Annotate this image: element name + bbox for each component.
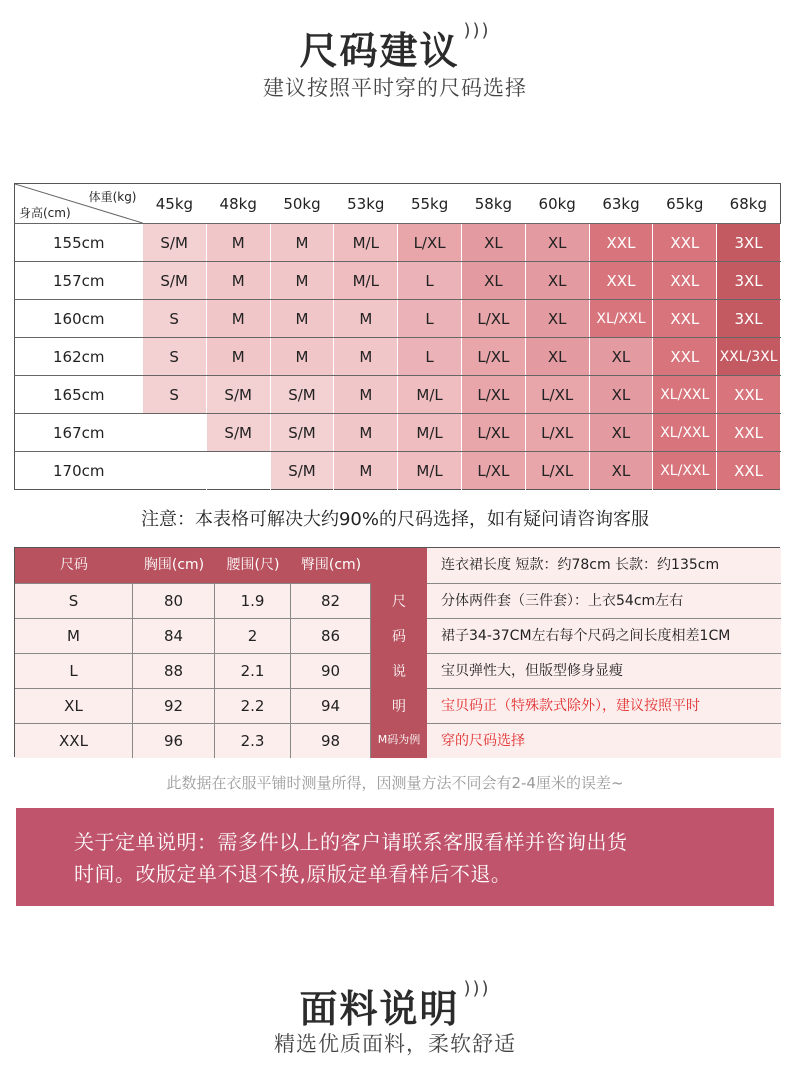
height-label: 165cm [15, 376, 143, 414]
size-note: 宝贝码正（特殊款式除外），建议按照平时 [427, 688, 781, 723]
table-row [15, 338, 781, 376]
weight-header: 60kg [525, 184, 589, 224]
height-label: 170cm [53, 461, 105, 480]
size-cell: XXL [717, 376, 781, 414]
measurement-value: 90 [291, 653, 371, 688]
size-cell: XL/XXL [589, 300, 653, 338]
measurement-value: 2.3 [215, 723, 291, 758]
size-cell: S [143, 338, 207, 376]
size-cell: L/XL [525, 414, 589, 452]
order-notice-line-1: 关于定单说明：需多件以上的客户请联系客服看样并咨询出货 [74, 830, 628, 854]
size-label: XXL [15, 723, 133, 758]
size-label: XL [15, 688, 133, 723]
size-cell: XXL [589, 262, 653, 300]
size-cell: L/XL [461, 452, 525, 490]
table-row [15, 452, 781, 490]
page-subtitle: 建议按照平时穿的尺码选择 [263, 76, 527, 100]
table-notice: 注意：本表格可解决大约90%的尺码选择，如有疑问请咨询客服 [140, 509, 649, 530]
size-cell: XL [525, 224, 589, 262]
size-cell: M [334, 452, 398, 490]
size-cell: XXL/3XL [717, 338, 781, 376]
size-cell: L/XL [525, 376, 589, 414]
measurement-header: 臀围(cm) [291, 548, 371, 583]
measurement-value: 88 [133, 653, 215, 688]
height-axis-label: 身高(cm) [19, 206, 71, 220]
weight-header: 65kg [653, 184, 717, 224]
size-cell: M [270, 300, 334, 338]
height-label: 160cm [15, 300, 143, 338]
size-cell: XL/XXL [653, 376, 717, 414]
measurement-header: 尺码 [15, 548, 133, 583]
size-cell: M [334, 300, 398, 338]
size-cell: XXL [653, 338, 717, 376]
size-note: 宝贝弹性大，但版型修身显瘦 [427, 653, 781, 688]
size-cell: M [334, 414, 398, 452]
size-cell [143, 414, 207, 452]
table-row [15, 224, 781, 262]
order-notice-banner [16, 808, 774, 906]
size-cell: 3XL [717, 262, 781, 300]
size-cell: XL [589, 376, 653, 414]
weight-header: 45kg [143, 184, 207, 224]
table-row [15, 376, 781, 414]
size-cell: XXL [653, 300, 717, 338]
size-cell: XL [589, 338, 653, 376]
size-cell: M [334, 376, 398, 414]
weight-header: 58kg [461, 184, 525, 224]
fabric-title: 面料说明 ))) [299, 978, 491, 1031]
size-cell: L [398, 338, 462, 376]
size-cell: L/XL [525, 452, 589, 490]
size-note: 连衣裙长度 短款：约78cm 长款：约135cm [427, 548, 781, 583]
size-cell: M [206, 300, 270, 338]
size-cell: M/L [398, 452, 462, 490]
size-cell: S/M [270, 414, 334, 452]
measurement-value: 94 [291, 688, 371, 723]
size-cell: S/M [270, 452, 334, 490]
size-cell: XXL [653, 224, 717, 262]
size-cell: M/L [334, 262, 398, 300]
measurement-value: 1.9 [215, 583, 291, 618]
order-notice-line-2: 时间。改版定单不退不换,原版定单看样后不退。 [74, 862, 512, 886]
weight-header: 53kg [334, 184, 398, 224]
size-cell: S/M [143, 224, 207, 262]
height-label: 167cm [15, 414, 143, 452]
measurement-value: 82 [291, 583, 371, 618]
weight-header: 68kg [717, 184, 781, 224]
height-label: 157cm [15, 262, 143, 300]
size-cell: L/XL [461, 376, 525, 414]
table-row [15, 414, 781, 452]
measurement-table [14, 547, 780, 757]
size-cell: L [398, 300, 462, 338]
size-cell: M [206, 262, 270, 300]
size-cell: 3XL [717, 224, 781, 262]
weight-header: 48kg [206, 184, 270, 224]
size-cell: M [334, 338, 398, 376]
height-label: 155cm [15, 224, 143, 262]
measurement-value: 86 [291, 618, 371, 653]
size-cell: XXL [717, 452, 781, 490]
size-explanation-char: M码为例 [377, 733, 421, 746]
size-explanation-char: 说 [392, 664, 406, 680]
size-cell: M/L [398, 376, 462, 414]
size-cell: XL [525, 300, 589, 338]
size-cell: M [270, 338, 334, 376]
size-cell: XXL [653, 262, 717, 300]
measurement-value: 2.1 [215, 653, 291, 688]
measurement-value: 80 [133, 583, 215, 618]
weight-axis-label: 体重(kg) [88, 190, 137, 204]
size-cell: XL [589, 414, 653, 452]
weight-header: 50kg [270, 184, 334, 224]
measurement-value: 2 [215, 618, 291, 653]
sound-wave-icon: ))) [463, 20, 491, 41]
size-cell [143, 452, 207, 490]
size-cell: M [206, 338, 270, 376]
size-explanation-column [371, 548, 427, 758]
size-cell: XL/XXL [653, 452, 717, 490]
measurement-header: 胸围(cm) [133, 548, 215, 583]
size-note: 穿的尺码选择 [427, 723, 781, 758]
size-cell: S/M [143, 262, 207, 300]
size-explanation-char: 明 [392, 699, 406, 715]
size-cell: XL [525, 262, 589, 300]
table-row [15, 262, 781, 300]
page-title: 尺码建议 ))) [299, 20, 491, 73]
size-cell: M [270, 224, 334, 262]
size-cell: L/XL [461, 300, 525, 338]
size-note: 裙子34-37CM左右每个尺码之间长度相差1CM [427, 618, 781, 653]
height-label: 162cm [15, 338, 143, 376]
size-recommendation-table [14, 183, 781, 490]
size-cell: 3XL [717, 300, 781, 338]
size-cell: L/XL [461, 338, 525, 376]
size-cell: S [143, 300, 207, 338]
table-corner-header [15, 184, 143, 224]
fabric-subtitle: 精选优质面料，柔软舒适 [274, 1032, 516, 1056]
size-cell: XXL [589, 224, 653, 262]
measurement-value: 98 [291, 723, 371, 758]
size-cell: M/L [334, 224, 398, 262]
measurement-value: 2.2 [215, 688, 291, 723]
size-cell: XL [461, 224, 525, 262]
size-cell: S/M [270, 376, 334, 414]
weight-header: 63kg [589, 184, 653, 224]
size-cell: M/L [398, 414, 462, 452]
size-cell: XL/XXL [653, 414, 717, 452]
size-explanation-char: 码 [392, 629, 406, 645]
measurement-value: 84 [133, 618, 215, 653]
size-cell: XL [461, 262, 525, 300]
weight-header: 55kg [398, 184, 462, 224]
size-cell: XXL [717, 414, 781, 452]
size-explanation-char: 尺 [392, 594, 406, 610]
size-cell [206, 452, 270, 490]
size-cell: M [270, 262, 334, 300]
sound-wave-icon: ))) [463, 978, 491, 999]
size-cell: L/XL [398, 224, 462, 262]
size-cell: XL [525, 338, 589, 376]
measurement-value: 92 [133, 688, 215, 723]
size-cell: L/XL [461, 414, 525, 452]
size-cell: L [398, 262, 462, 300]
size-label: M [15, 618, 133, 653]
size-note: 分体两件套（三件套）：上衣54cm左右 [427, 583, 781, 618]
size-cell: M [206, 224, 270, 262]
size-cell: S [143, 376, 207, 414]
size-cell: S/M [206, 414, 270, 452]
measurement-value: 96 [133, 723, 215, 758]
measurement-header: 腰围(尺) [215, 548, 291, 583]
table-row [15, 300, 781, 338]
size-cell: S/M [206, 376, 270, 414]
size-cell: XL [589, 452, 653, 490]
measurement-disclaimer: 此数据在衣服平铺时测量所得，因测量方法不同会有2-4厘米的误差~ [166, 774, 624, 792]
size-label: S [15, 583, 133, 618]
size-label: L [15, 653, 133, 688]
